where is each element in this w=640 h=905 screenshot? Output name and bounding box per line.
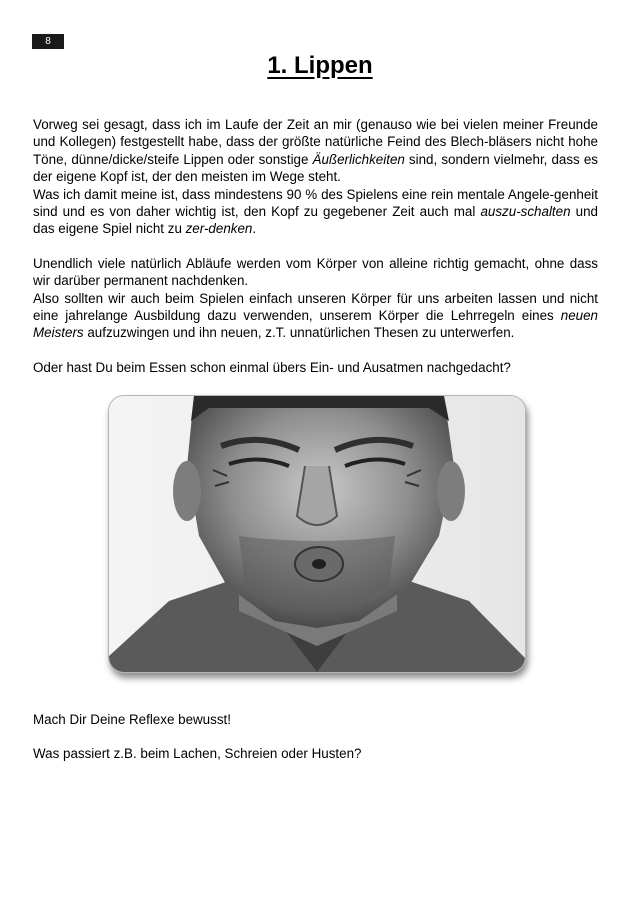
closing-text: [33, 711, 598, 763]
page-title: 1. Lippen: [267, 52, 373, 79]
page-number: 8: [32, 34, 64, 49]
paragraph-4: Also sollten wir auch beim Spielen einfach unseren Körper für uns arbeiten lassen und nicht eine jahrelange Ausbildung dazu verwenden, unserem Körper die Lehrregeln eines neuen Meisters aufzuzwingen und ihn neuen, z.T. unnatürlichen Thesen zu unterwerfen.: [33, 290, 598, 341]
paragraph-2: Was ich damit meine ist, dass mindestens 90 % des Spielens eine rein mentale Angele-genheit sind und es von daher wichtig ist, den Kopf zu gegebener Zeit auch mal auszu-schalten und das eigene Spiel nicht zu zer-denken.: [33, 186, 598, 237]
question-line: Was passiert z.B. beim Lachen, Schreien oder Husten?: [33, 746, 362, 762]
paragraph-5: Oder hast Du beim Essen schon einmal übers Ein- und Ausatmen nachgedacht?: [33, 359, 511, 375]
paragraph-3: Unendlich viele natürlich Abläufe werden vom Körper von alleine richtig gemacht, ohne dass wir darüber permanent nachdenken.: [33, 255, 598, 289]
reflex-line: Mach Dir Deine Reflexe bewusst!: [33, 712, 231, 727]
grimacing-man-image: [109, 396, 525, 672]
body-text: [33, 116, 598, 376]
paragraph-1: Vorweg sei gesagt, dass ich im Laufe der Zeit an mir (genauso wie bei vielen meiner Freunde und Kollegen) festgestellt habe, dass der größte natürliche Feind des Blech-bläsers nicht hohe Töne, dünne/dicke/steife Lippen oder sonstige Äußerlichkeiten sind, sondern vielmehr, dass es der eigene Kopf ist, der den meisten im Wege steht.: [33, 117, 598, 185]
face-photo: [108, 395, 526, 673]
